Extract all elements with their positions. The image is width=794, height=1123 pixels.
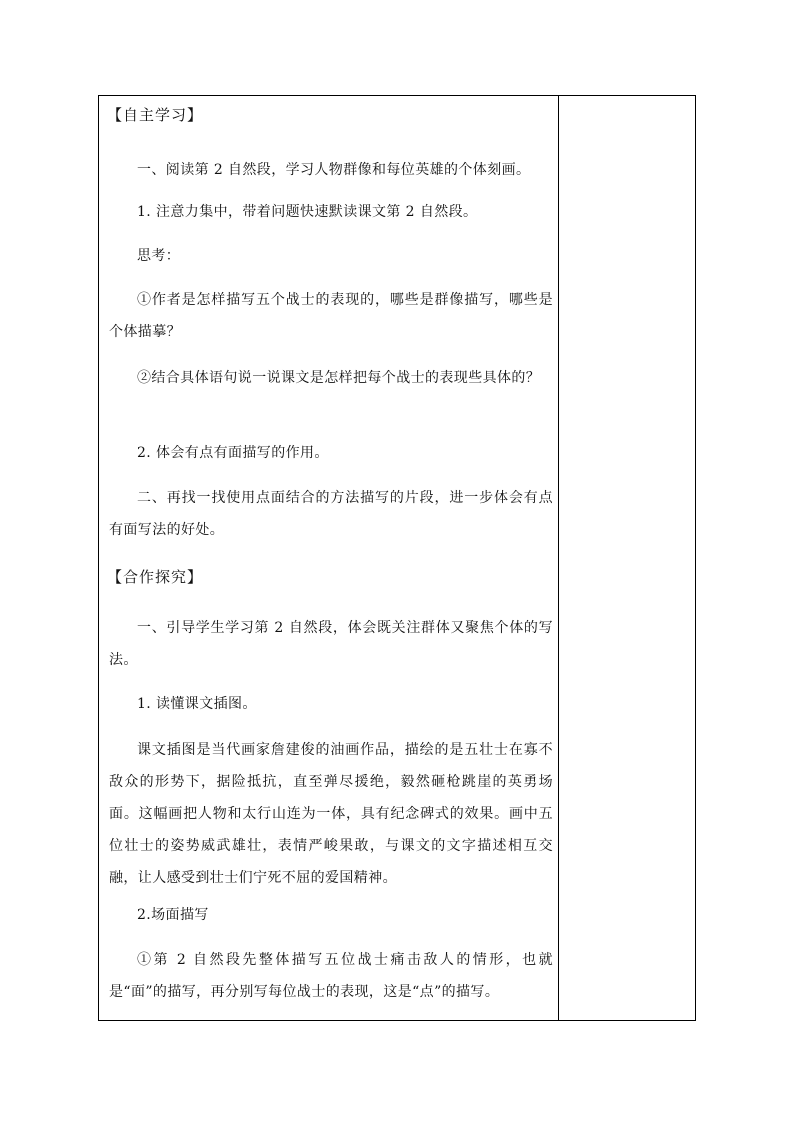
paragraph: 一、阅读第 2 自然段，学习人物群像和每位英雄的个体刻画。 [137, 162, 531, 178]
paragraph: 二、再找一找使用点面结合的方法描写的片段，进一步体会有点有面写法的好处。 [109, 490, 553, 538]
paragraph: 1. 注意力集中，带着问题快速默读课文第 2 自然段。 [137, 204, 478, 220]
paragraph: ②结合具体语句说一说课文是怎样把每个战士的表现些具体的？ [137, 370, 541, 386]
paragraph: ①作者是怎样描写五个战士的表现的，哪些是群像描写，哪些是个体描摹？ [109, 292, 553, 340]
paragraph: 1. 读懂课文插图。 [137, 696, 257, 712]
section-heading-self-study: 【自主学习】 [107, 106, 204, 124]
main-column [99, 96, 558, 1020]
notes-column [559, 96, 695, 1020]
paragraph: ①第 2 自然段先整体描写五位战士痛击敌人的情形，也就是“面”的描写，再分别写每位战士的表现，这是“点”的描写。 [109, 952, 553, 1000]
paragraph: 一、引导学生学习第 2 自然段，体会既关注群体又聚焦个体的写法。 [109, 620, 553, 668]
paragraph: 课文插图是当代画家詹建俊的油画作品，描绘的是五壮士在寡不敌众的形势下，据险抵抗，直至弹尽援绝，毅然砸枪跳崖的英勇场面。这幅画把人物和太行山连为一体，具有纪念碑式的效果。画中五位壮士的姿势威武雄壮，表情严峻果敢，与课文的文字描述相互交融，让人感受到壮士们宁死不屈的爱国精神。 [109, 742, 553, 886]
paragraph: 2.场面描写 [137, 907, 209, 923]
paragraph: 2. 体会有点有面描写的作用。 [137, 445, 329, 461]
section-heading-cooperation: 【合作探究】 [107, 568, 204, 586]
paragraph: 思考： [137, 248, 181, 264]
lesson-table [98, 95, 696, 1021]
